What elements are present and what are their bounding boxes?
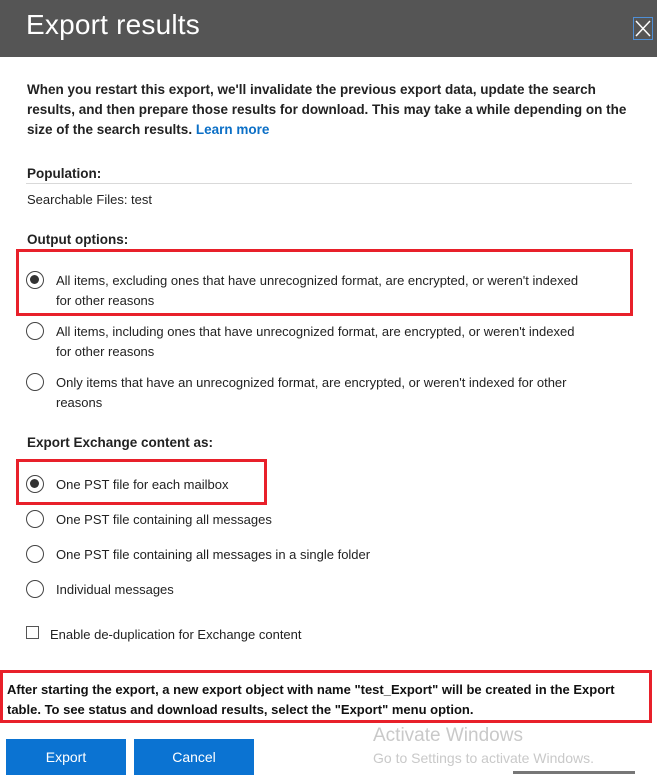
close-icon [635, 20, 651, 37]
export-notice: After starting the export, a new export object with name "test_Export" will be created in the Export table. To see status and download results, select the "Export" menu option. [7, 682, 615, 717]
export-button[interactable]: Export [6, 739, 126, 775]
output-option-2-label[interactable] [56, 322, 574, 362]
learn-more-link[interactable]: Learn more [195, 122, 270, 137]
output-option-2-line2: for other reasons [56, 344, 155, 359]
activate-windows-title: Activate Windows [373, 725, 523, 746]
output-options-label: Output options: [27, 232, 129, 247]
output-option-3-line2: reasons [56, 395, 103, 410]
exchange-option-2-radio[interactable] [26, 510, 44, 528]
output-option-3-line1: Only items that have an unrecognized format, are encrypted, or weren't indexed for other [56, 375, 567, 390]
exchange-option-4-label[interactable]: Individual messages [56, 582, 174, 597]
exchange-label: Export Exchange content as: [27, 435, 214, 450]
output-option-1-line2: for other reasons [56, 293, 155, 308]
output-option-3-label[interactable] [56, 373, 566, 413]
exchange-option-3-radio[interactable] [26, 545, 44, 563]
cancel-button[interactable]: Cancel [134, 739, 254, 775]
population-divider [26, 183, 632, 184]
population-label: Population: [27, 166, 102, 181]
exchange-option-1-label[interactable]: One PST file for each mailbox [56, 477, 229, 492]
output-option-2-line1: All items, including ones that have unrecognized format, are encrypted, or weren't indexed [56, 324, 575, 339]
population-value: Searchable Files: test [27, 192, 153, 207]
close-button[interactable] [633, 17, 653, 40]
intro-text [27, 80, 627, 140]
exchange-option-1-radio[interactable] [26, 475, 44, 493]
exchange-option-3-label[interactable]: One PST file containing all messages in a single folder [56, 547, 371, 562]
exchange-option-2-label[interactable]: One PST file containing all messages [56, 512, 272, 527]
activate-windows-subtitle: Go to Settings to activate Windows. [373, 750, 594, 766]
output-option-1-radio[interactable] [26, 271, 44, 289]
output-option-3-radio[interactable] [26, 373, 44, 391]
exchange-option-4-radio[interactable] [26, 580, 44, 598]
output-option-1-line1: All items, excluding ones that have unrecognized format, are encrypted, or weren't indexed [56, 273, 579, 288]
dialog-title: Export results [26, 9, 200, 40]
dedup-checkbox[interactable] [26, 626, 39, 639]
dialog-header [0, 0, 657, 57]
intro-body: When you restart this export, we'll invalidate the previous export data, update the search results, and then prepare those results for download. This may take a while depending on the size of the search results. [27, 82, 627, 137]
horizontal-scrollbar[interactable] [513, 771, 635, 774]
dedup-label[interactable]: Enable de-duplication for Exchange content [50, 627, 302, 642]
output-option-2-radio[interactable] [26, 322, 44, 340]
output-option-1-label[interactable] [56, 271, 578, 311]
